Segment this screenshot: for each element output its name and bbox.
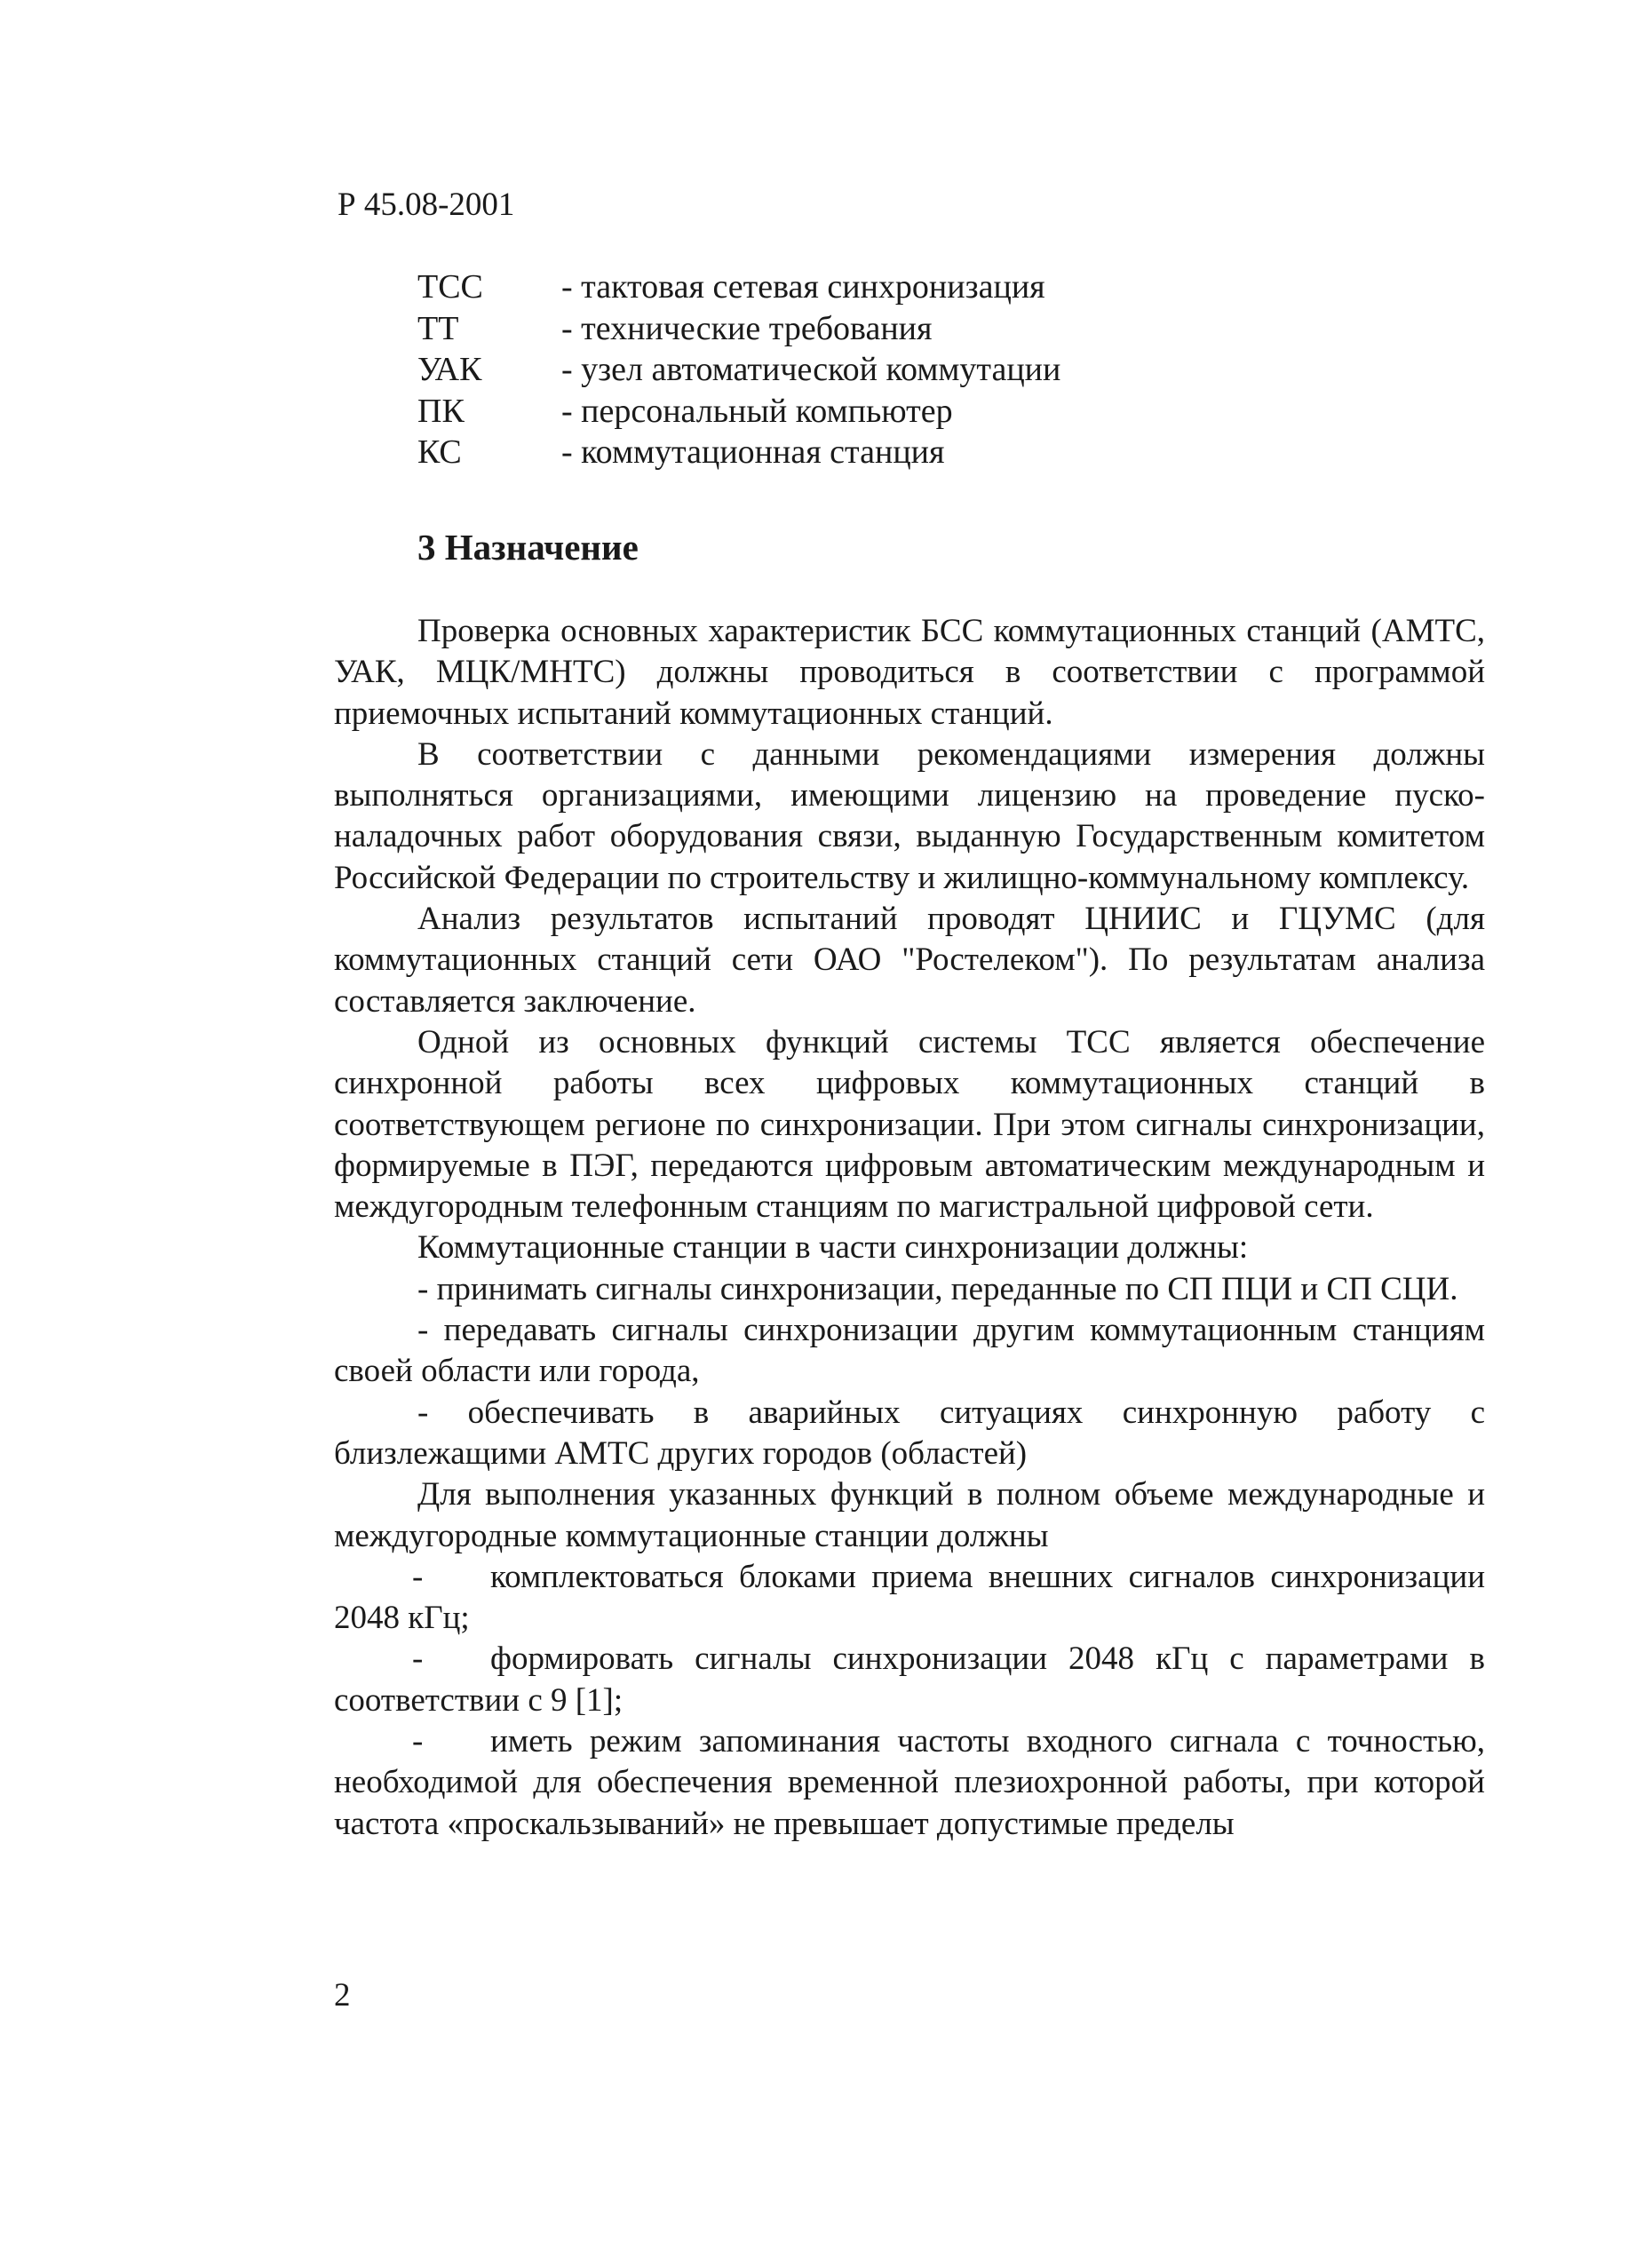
abbreviation-term: ТСС: [417, 268, 483, 306]
paragraph: Для выполнения указанных функций в полном объеме международные и междугородные коммутационные станции должны: [334, 1476, 1485, 1554]
abbreviation-term: КС: [417, 433, 462, 471]
abbreviation-definition: - тактовая сетевая синхронизация: [561, 268, 1045, 306]
dash-marker: -: [412, 1723, 424, 1760]
dash-list-item: [334, 1721, 1485, 1845]
dash-item-text: формировать сигналы синхронизации 2048 кГц с параметрами в соответствии с 9 [1];: [334, 1640, 1485, 1719]
paragraph: Анализ результатов испытаний проводят ЦНИИС и ГЦУМС (для коммутационных станций сети ОАО "Ростелеком"). По результатам анализа составляется заключение.: [334, 901, 1485, 1020]
abbreviation-definition: - персональный компьютер: [561, 392, 953, 430]
document-code: Р 45.08-2001: [338, 187, 515, 223]
list-item: - принимать сигналы синхронизации, переданные по СП ПЦИ и СП СЦИ.: [417, 1270, 1458, 1307]
paragraph: В соответствии с данными рекомендациями измерения должны выполняться организациями, имеющими лицензию на проведение пуско-наладочных работ оборудования связи, выданную Государственным комитетом Российской Федерации по строительству и жилищно-коммунальному комплексу.: [334, 735, 1485, 896]
list-item: - обеспечивать в аварийных ситуациях синхронную работу с близлежащими АМТС других городов (областей): [334, 1394, 1485, 1472]
page-number: 2: [334, 1977, 351, 2014]
abbreviation-row: [417, 266, 1060, 308]
paragraph: Проверка основных характеристик БСС коммутационных станций (АМТС, УАК, МЦК/МНТС) должны проводиться в соответствии с программой приемочных испытаний коммутационных станций.: [334, 613, 1485, 732]
section-body: [334, 611, 1485, 1845]
abbreviation-list: [417, 266, 1060, 473]
list-item: - передавать сигналы синхронизации другим коммутационным станциям своей области или города,: [334, 1312, 1485, 1390]
dash-list-item: [334, 1557, 1485, 1640]
section-title: 3 Назначение: [417, 527, 639, 568]
paragraph: Коммутационные станции в части синхронизации должны:: [417, 1229, 1249, 1267]
paragraph: Одной из основных функций системы ТСС является обеспечение синхронной работы всех цифровых коммутационных станций в соответствующем регионе по синхронизации. При этом сигналы синхронизации, формируемые в ПЭГ, передаются цифровым автоматическим международным и междугородным телефонным станциям по магистральной цифровой сети.: [334, 1023, 1485, 1226]
abbreviation-row: [417, 432, 1060, 473]
abbreviation-definition: - узел автоматической коммутации: [561, 351, 1061, 388]
dash-list-item: [334, 1639, 1485, 1721]
abbreviation-definition: - коммутационная станция: [561, 433, 945, 471]
dash-item-text: иметь режим запоминания частоты входного сигнала с точностью, необходимой для обеспечения временной плезиохронной работы, при которой частота «проскальзываний» не превышает допустимые пределы: [334, 1723, 1485, 1842]
abbreviation-term: УАК: [417, 351, 482, 388]
dash-item-text: комплектоваться блоками приема внешних сигналов синхронизации 2048 кГц;: [334, 1558, 1485, 1637]
abbreviation-term: ТТ: [417, 309, 459, 347]
abbreviation-row: [417, 308, 1060, 350]
dash-marker: -: [412, 1640, 424, 1678]
abbreviation-row: [417, 349, 1060, 391]
abbreviation-definition: - технические требования: [561, 309, 933, 347]
dash-marker: -: [412, 1558, 424, 1595]
abbreviation-row: [417, 391, 1060, 433]
abbreviation-term: ПК: [417, 392, 465, 430]
